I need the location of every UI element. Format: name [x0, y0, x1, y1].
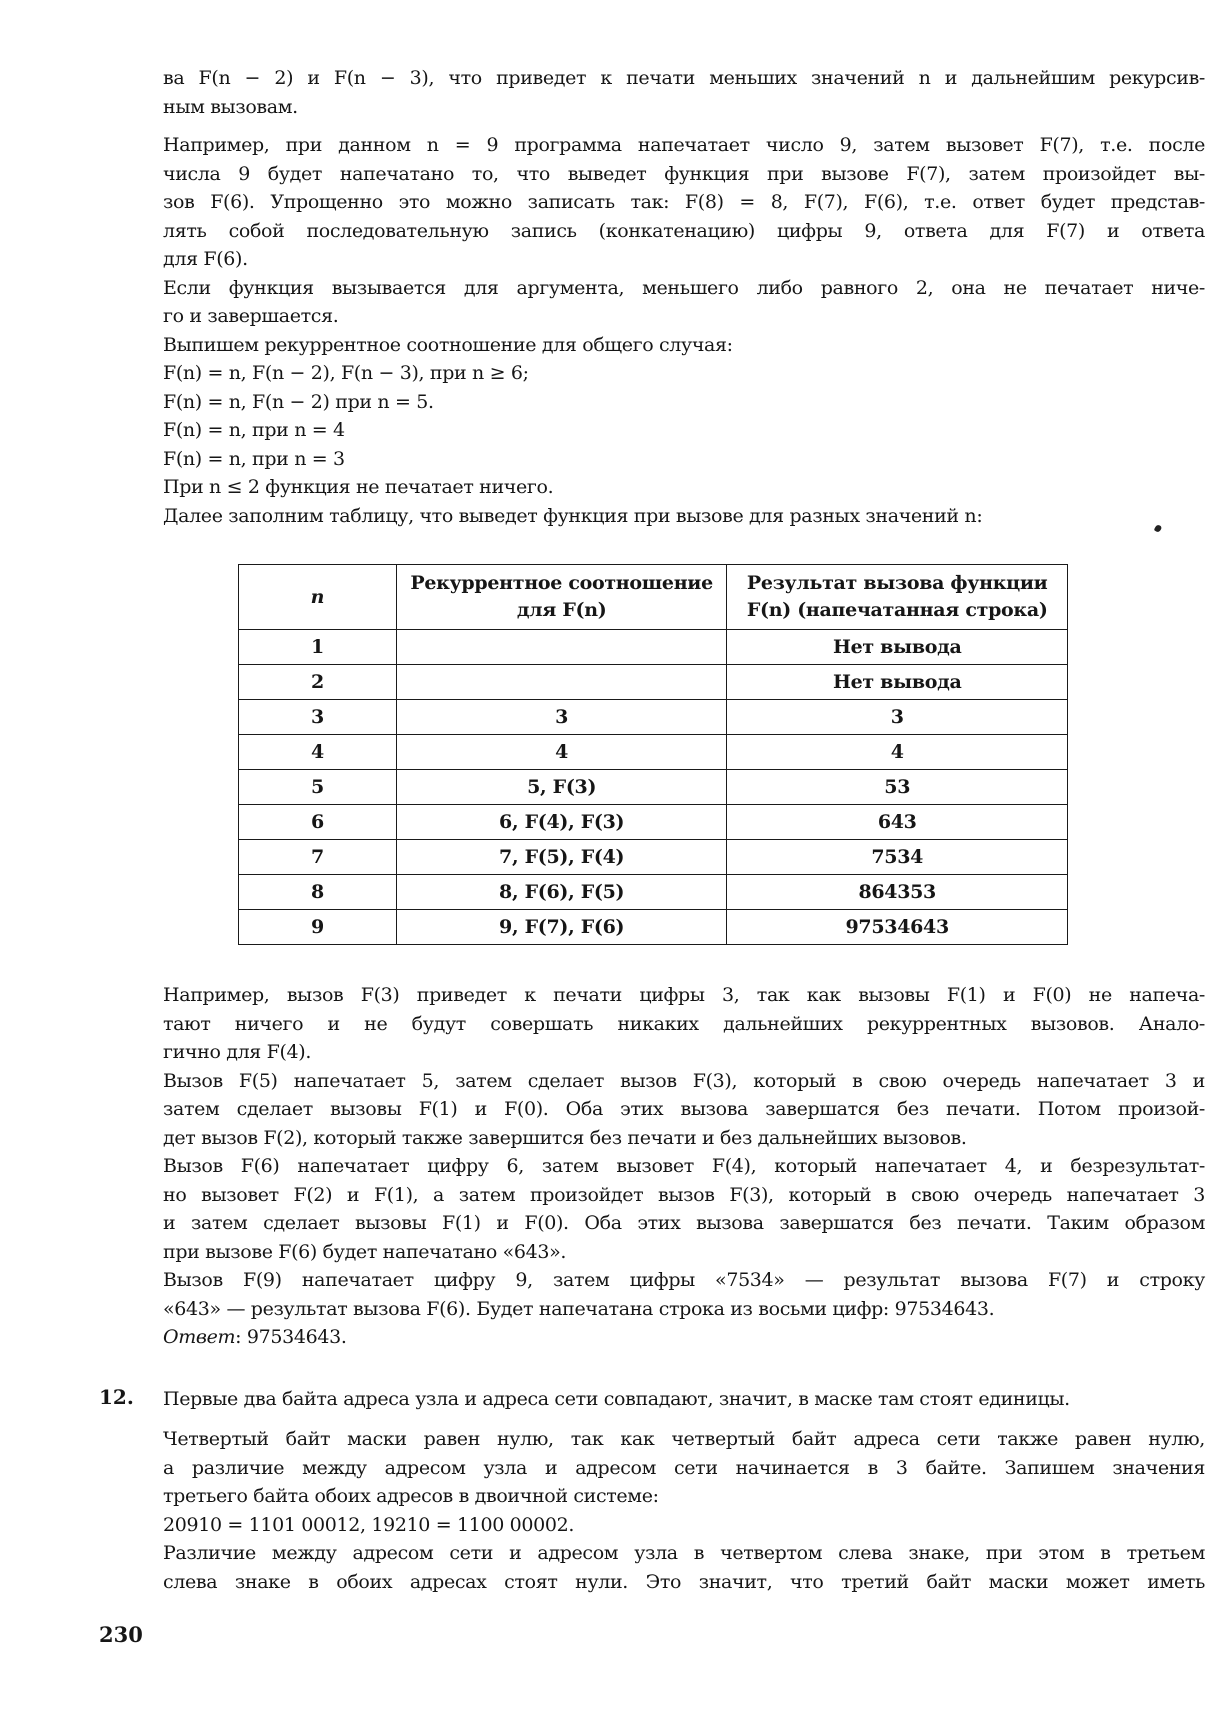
binary-line: 20910 = 1101 00012, 19210 = 1100 00002.: [163, 1513, 575, 1536]
recurrence-line: Далее заполним таблицу, что выведет функция при вызове для разных значений n:: [163, 504, 983, 527]
text-line: Вызов F(5) напечатает 5, затем сделает вызов F(3), который в свою очередь напечатает 3 и: [163, 1069, 1205, 1092]
table-row: [239, 770, 1068, 805]
table-row: [239, 735, 1068, 770]
cell-n: 7: [239, 840, 397, 875]
cell-n: 5: [239, 770, 397, 805]
cell-relation: 4: [396, 735, 727, 770]
text-line: Вызов F(6) напечатает цифру 6, затем вызовет F(4), который напечатает 4, и безрезультат-: [163, 1155, 1205, 1177]
cell-n: 9: [239, 910, 397, 945]
text-line: зов F(6). Упрощенно это можно записать так: F(8) = 8, F(7), F(6), т.е. ответ будет представ-: [163, 191, 1205, 213]
answer-value: : 97534643.: [235, 1326, 347, 1348]
cell-relation: 3: [396, 700, 727, 735]
intro-paragraph: [163, 64, 1205, 121]
cell-result: Нет вывода: [727, 630, 1068, 665]
cell-result: Нет вывода: [727, 665, 1068, 700]
scan-speck-mark: [1154, 524, 1163, 533]
example-paragraph: [163, 131, 1205, 530]
text-line: при вызове F(6) будет напечатано «643».: [163, 1240, 567, 1263]
text-line: затем сделает вызовы F(1) и F(0). Оба этих вызова завершатся без печати. Потом произой-: [163, 1098, 1205, 1120]
text-line: слева знаке в обоих адресах стоят нули. Это значит, что третий байт маски может иметь: [163, 1570, 1205, 1593]
text-line: го и завершается.: [163, 305, 339, 327]
answer-line: [163, 1323, 1205, 1352]
recurrence-line: F(n) = n, F(n − 2) при n = 5.: [163, 390, 434, 413]
cell-result: 97534643: [727, 910, 1068, 945]
item-number: 12.: [99, 1385, 134, 1409]
text-line: но вызовет F(2) и F(1), а затем произойдет вызов F(3), который в свою очередь напечатает 3: [163, 1183, 1205, 1206]
answer-label: Ответ: [163, 1326, 236, 1348]
table-row: [239, 840, 1068, 875]
header-n: n: [239, 565, 397, 630]
text-line: дет вызов F(2), который также завершится без печати и без дальнейших вызовов.: [163, 1126, 967, 1149]
cell-n: 4: [239, 735, 397, 770]
recurrence-line: F(n) = n, F(n − 2), F(n − 3), при n ≥ 6;: [163, 362, 529, 384]
cell-relation: [396, 665, 727, 700]
recurrence-line: F(n) = n, при n = 3: [163, 447, 345, 470]
cell-relation: [396, 630, 727, 665]
text-line: ва F(n − 2) и F(n − 3), что приведет к печати меньших значений n и дальнейшим рекурсив-: [163, 67, 1205, 89]
text-line: Например, вызов F(3) приведет к печати цифры 3, так как вызовы F(1) и F(0) не напеча-: [163, 984, 1205, 1006]
table-header-row: [239, 565, 1068, 630]
text-line: тают ничего и не будут совершать никаких дальнейших рекуррентных вызовов. Анало-: [163, 1012, 1205, 1035]
cell-n: 3: [239, 700, 397, 735]
cell-result: 864353: [727, 875, 1068, 910]
text-line: третьего байта обоих адресов в двоичной системе:: [163, 1485, 659, 1507]
table-row: [239, 700, 1068, 735]
cell-result: 643: [727, 805, 1068, 840]
recursion-table: [238, 564, 1068, 945]
item12-first-line: [163, 1385, 1222, 1414]
text-line: и затем сделает вызовы F(1) и F(0). Оба этих вызова завершатся без печати. Таким образом: [163, 1212, 1205, 1234]
cell-result: 4: [727, 735, 1068, 770]
explanation-paragraph: [163, 981, 1205, 1352]
text-line: числа 9 будет напечатано то, что выведет функция при вызове F(7), затем произойдет вы-: [163, 162, 1205, 185]
cell-n: 8: [239, 875, 397, 910]
text-line: гично для F(4).: [163, 1041, 312, 1063]
table-row: [239, 910, 1068, 945]
text-line: а различие между адресом узла и адресом сети начинается в 3 байте. Запишем значения: [163, 1456, 1205, 1479]
text-line: Первые два байта адреса узла и адреса сети совпадают, значит, в маске там стоят единицы.: [163, 1388, 1070, 1410]
text-line: лять собой последовательную запись (конкатенацию) цифры 9, ответа для F(7) и ответа: [163, 219, 1205, 242]
table-row: [239, 630, 1068, 665]
cell-result: 3: [727, 700, 1068, 735]
cell-n: 2: [239, 665, 397, 700]
item12-paragraph: [163, 1425, 1205, 1596]
text-line: Вызов F(9) напечатает цифру 9, затем цифры «7534» — результат вызова F(7) и строку: [163, 1269, 1205, 1291]
table-row: [239, 805, 1068, 840]
table-row: [239, 875, 1068, 910]
text-line: ным вызовам.: [163, 95, 298, 118]
text-line: «643» — результат вызова F(6). Будет напечатана строка из восьми цифр: 97534643.: [163, 1297, 995, 1320]
cell-relation: 9, F(7), F(6): [396, 910, 727, 945]
text-line: Если функция вызывается для аргумента, меньшего либо равного 2, она не печатает ниче-: [163, 276, 1205, 299]
page-number: 230: [99, 1622, 143, 1647]
cell-result: 7534: [727, 840, 1068, 875]
cell-relation: 8, F(6), F(5): [396, 875, 727, 910]
recurrence-intro: Выпишем рекуррентное соотношение для общего случая:: [163, 333, 733, 356]
cell-relation: 7, F(5), F(4): [396, 840, 727, 875]
cell-relation: 5, F(3): [396, 770, 727, 805]
recurrence-line: При n ≤ 2 функция не печатает ничего.: [163, 476, 554, 498]
table-row: [239, 665, 1068, 700]
text-line: Например, при данном n = 9 программа напечатает число 9, затем вызовет F(7), т.е. после: [163, 134, 1205, 156]
recurrence-line: F(n) = n, при n = 4: [163, 419, 345, 441]
text-line: для F(6).: [163, 248, 248, 270]
cell-n: 1: [239, 630, 397, 665]
header-relation: Рекуррентное соотношение для F(n): [396, 565, 727, 630]
text-line: Различие между адресом сети и адресом узла в четвертом слева знаке, при этом в третьем: [163, 1542, 1205, 1564]
header-result: Результат вызова функции F(n) (напечатанная строка): [727, 565, 1068, 630]
cell-relation: 6, F(4), F(3): [396, 805, 727, 840]
cell-result: 53: [727, 770, 1068, 805]
cell-n: 6: [239, 805, 397, 840]
text-line: Четвертый байт маски равен нулю, так как четвертый байт адреса сети также равен нулю,: [163, 1428, 1205, 1450]
